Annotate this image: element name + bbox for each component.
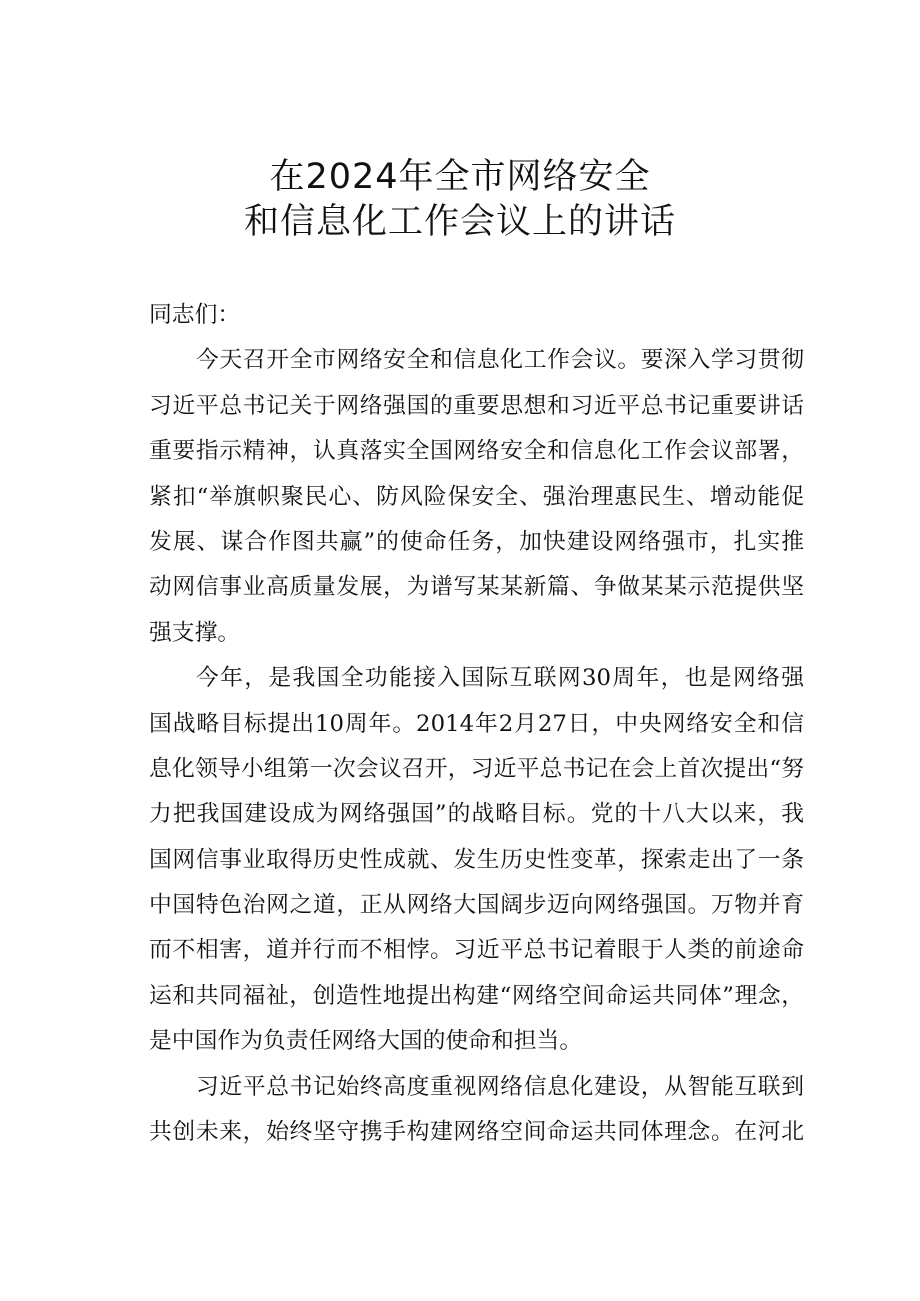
paragraph-line: 重要指示精神，认真落实全国网络安全和信息化工作会议部署， [149,438,804,465]
paragraph-line: 是中国作为负责任网络大国的使命和担当。 [149,1028,583,1055]
paragraph-line: 今天召开全市网络安全和信息化工作会议。要深入学习贯彻 [196,347,804,374]
paragraph-line: 习近平总书记始终高度重视网络信息化建设，从智能互联到 [196,1073,804,1100]
paragraph-3 [149,1065,804,1156]
paragraph-line: 动网信事业高质量发展，为谱写某某新篇、争做某某示范提供坚 [149,574,804,601]
paragraph-line: 习近平总书记关于网络强国的重要思想和习近平总书记重要讲话 [149,392,804,419]
paragraph-line: 中国特色治网之道，正从网络大国阔步迈向网络强国。万物并育 [149,892,804,919]
paragraph-line: 而不相害，道并行而不相悖。习近平总书记着眼于人类的前途命 [149,937,804,964]
paragraph-line: 紧扣“举旗帜聚民心、防风险保安全、强治理惠民生、增动能促 [149,483,804,510]
document-body [149,293,804,1155]
paragraph-2 [149,656,804,1065]
paragraph-line: 运和共同福祉，创造性地提出构建“网络空间命运共同体”理念， [149,982,804,1009]
document-title-line-2: 和信息化工作会议上的讲话 [243,202,676,242]
salutation: 同志们： [149,302,241,328]
paragraph-line: 共创未来，始终坚守携手构建网络空间命运共同体理念。在河北 [149,1119,804,1146]
paragraph-line: 力把我国建设成为网络强国”的战略目标。党的十八大以来，我 [149,801,804,828]
paragraph-line: 国战略目标提出10周年。2014年2月27日，中央网络安全和信 [149,710,804,737]
paragraph-line: 发展、谋合作图共赢”的使命任务，加快建设网络强市，扎实推 [149,528,804,555]
paragraph-line: 国网信事业取得历史性成就、发生历史性变革，探索走出了一条 [149,846,804,873]
document-title-line-1: 在2024年全市网络安全 [269,157,651,197]
paragraph-line: 强支撑。 [149,619,241,646]
paragraph-line: 今年，是我国全功能接入国际互联网30周年，也是网络强 [196,665,804,692]
paragraph-1 [149,338,804,656]
paragraph-line: 息化领导小组第一次会议召开，习近平总书记在会上首次提出“努 [149,755,804,782]
